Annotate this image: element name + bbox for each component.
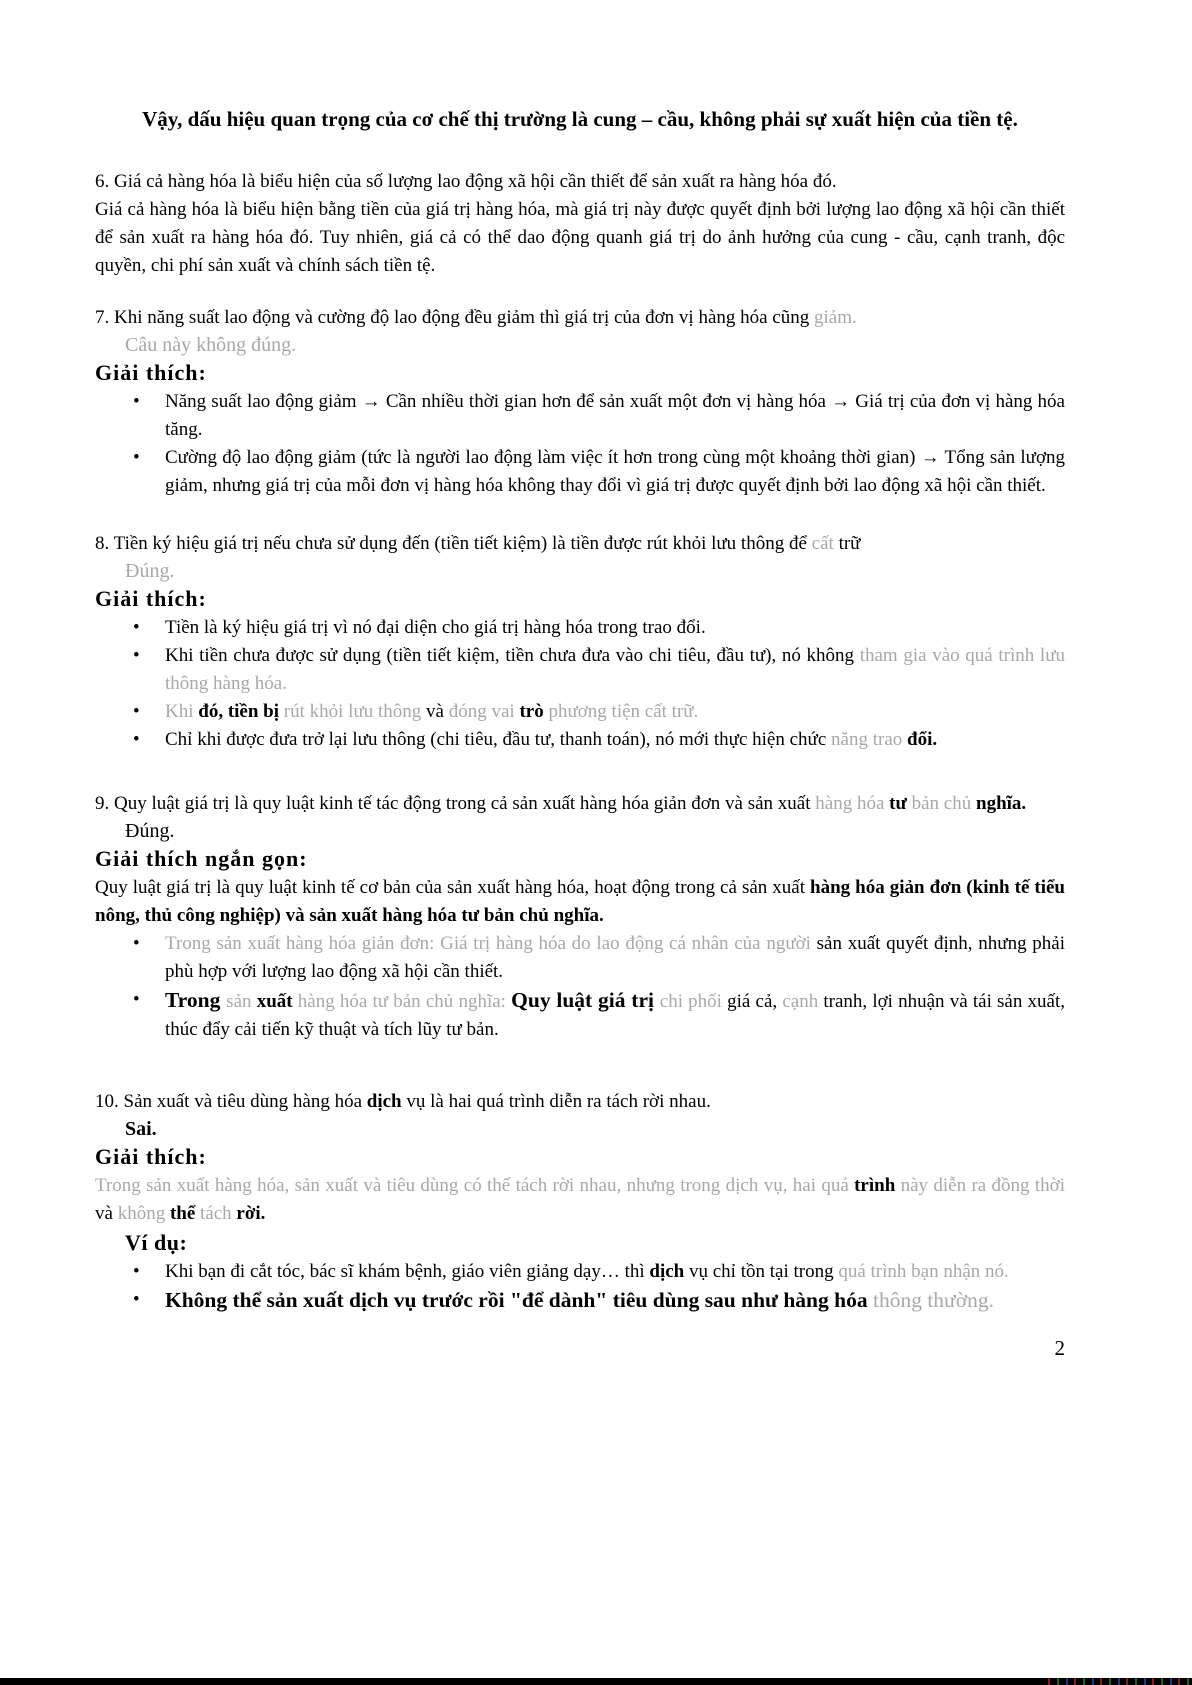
text-segment: phương tiện cất trữ. <box>548 701 699 722</box>
question-9-statement <box>95 790 1065 818</box>
text-segment: 8. Tiền ký hiệu giá trị nếu chưa sử dụng đến (tiền tiết kiệm) là tiền được rút khỏi lưu thông để <box>95 533 812 554</box>
text-segment: hàng hóa giản đơn (kinh tế tiểu nông, thủ công nghiệp) và sản xuất hàng hóa tư bản chủ nghĩa. <box>95 877 1066 926</box>
text-segment: trữ <box>838 533 861 554</box>
text-segment: rút khỏi lưu thông <box>283 701 427 722</box>
text-segment: dịch <box>366 1091 402 1112</box>
text-segment: trình <box>854 1175 901 1196</box>
text-segment: Chỉ khi được đưa trở lại lưu thông (chi tiêu, đầu tư, thanh toán), nó mới thực hiện chức <box>165 729 832 750</box>
document-page <box>95 0 1065 1362</box>
text-segment: đó, tiền bị <box>198 701 284 722</box>
question-6-statement <box>95 168 1065 196</box>
text-segment: rời. <box>236 1203 266 1224</box>
question-10-block <box>95 1088 1065 1316</box>
footer-scan-noise <box>1042 1678 1192 1685</box>
text-segment: hàng hóa <box>815 793 890 814</box>
question-8-bullet-4 <box>95 726 1065 754</box>
text-segment: tham gia vào quá trình lưu thông hàng hóa. <box>165 645 1066 694</box>
text-segment: Không thể sản xuất dịch vụ trước rồi "để dành" tiêu dùng sau như hàng hóa <box>165 1288 873 1312</box>
question-10-answer: Sai. <box>125 1118 157 1140</box>
question-10-bullet-1 <box>95 1258 1065 1286</box>
question-9-explanation <box>95 874 1065 930</box>
text-segment: dịch <box>649 1261 685 1282</box>
text-segment: 7. Khi năng suất lao động và cường độ lao động đều giảm thì giá trị của đơn vị hàng hóa cũng <box>95 307 814 328</box>
text-segment: sản <box>226 991 257 1012</box>
text-segment: xuất <box>256 991 298 1012</box>
text-segment: cạnh <box>782 991 824 1012</box>
question-10-explanation <box>95 1172 1065 1228</box>
question-9-answer: Đúng. <box>125 820 175 842</box>
text-segment: Khi tiền chưa được sử dụng (tiền tiết kiệm, tiền chưa đưa vào chi tiêu, đầu tư), nó không <box>165 645 860 666</box>
text-segment: vụ chỉ tồn tại trong <box>684 1261 839 1282</box>
text-segment: 6. Giá cả hàng hóa là biểu hiện của số lượng lao động xã hội cần thiết để sản xuất ra hàng hóa đó. <box>95 171 837 192</box>
document-title: Vậy, dấu hiệu quan trọng của cơ chế thị trường là cung – cầu, không phải sự xuất hiện của tiền tệ. <box>142 107 1018 131</box>
text-segment: Khi <box>165 701 199 722</box>
question-7-answer: Câu này không đúng. <box>125 334 297 356</box>
question-7-explanation-heading: Giải thích: <box>95 360 207 385</box>
text-segment: này diễn ra đồng thời <box>900 1175 1065 1196</box>
text-segment: giảm. <box>814 307 857 328</box>
text-segment: vụ là hai quá trình diễn ra tách rời nhau. <box>401 1091 711 1112</box>
footer-scan-bar <box>0 1678 1192 1685</box>
text-segment: tư <box>889 793 912 814</box>
question-8-answer: Đúng. <box>125 560 175 582</box>
question-9-bullet-1 <box>95 930 1065 986</box>
question-8-statement <box>95 530 1065 558</box>
text-segment: nghĩa. <box>976 793 1027 814</box>
text-segment: Quy luật giá trị là quy luật kinh tế cơ bản của sản xuất hàng hóa, hoạt động trong cả sản xuất <box>95 877 811 898</box>
question-8-bullet-2 <box>95 642 1065 698</box>
text-segment: Trong sản xuất hàng hóa giản đơn: Giá trị hàng hóa do lao động cá nhân của người <box>165 933 817 954</box>
question-7-bullet-2 <box>95 444 1065 500</box>
text-segment: 9. Quy luật giá trị là quy luật kinh tế tác động trong cả sản xuất hàng hóa giản đơn và sản xuất <box>95 793 816 814</box>
question-8-explanation-heading: Giải thích: <box>95 586 207 611</box>
text-segment: Giá cả hàng hóa là biểu hiện bằng tiền của giá trị hàng hóa, mà giá trị này được quyết định bởi lượng lao động xã hội cần thiết để sản xuất ra hàng hóa đó. Tuy nhiên, giá cả có thể dao động quanh giá trị do ảnh hưởng của cung - cầu, cạnh tranh, độc quyền, chi phí sản xuất và chính sách tiền tệ. <box>95 199 1065 276</box>
text-segment: Năng suất lao động giảm → Cần nhiều thời gian hơn để sản xuất một đơn vị hàng hóa → Giá trị của đơn vị hàng hóa tăng. <box>165 391 1065 440</box>
question-6-block <box>95 168 1065 280</box>
text-segment: Trong sản xuất hàng hóa, sản xuất và tiêu dùng có thể tách rời nhau, nhưng trong dịch vụ, hai quá <box>95 1175 855 1196</box>
text-segment: chi phối <box>659 991 728 1012</box>
text-segment: 10. Sản xuất và tiêu dùng hàng hóa <box>95 1091 367 1112</box>
text-segment: cất <box>811 533 839 554</box>
page-number: 2 <box>1054 1336 1065 1360</box>
text-segment: sản xuất quyết định, nhưng phải phù hợp với lượng lao động xã hội cần thiết. <box>165 933 1065 982</box>
text-segment: không <box>117 1203 170 1224</box>
text-segment: tranh, lợi nhuận và tái sản xuất, thúc đẩy cải tiến kỹ thuật và tích lũy tư bản. <box>165 991 1065 1040</box>
question-8-bullet-1 <box>95 614 1065 642</box>
question-8-block <box>95 530 1065 754</box>
text-segment: Tiền là ký hiệu giá trị vì nó đại diện cho giá trị hàng hóa trong trao đổi. <box>165 617 706 638</box>
text-segment: đóng vai <box>448 701 520 722</box>
text-segment: tách <box>200 1203 237 1224</box>
text-segment: thông thường. <box>872 1288 994 1312</box>
text-segment: hàng hóa tư bản chủ nghĩa: <box>297 991 512 1012</box>
question-7-bullet-1 <box>95 388 1065 444</box>
text-segment: và <box>426 701 449 722</box>
question-10-explanation-heading: Giải thích: <box>95 1144 207 1169</box>
text-segment: Cường độ lao động giảm (tức là người lao động làm việc ít hơn trong cùng một khoảng thời gian) → Tổng sản lượng giảm, nhưng giá trị của mỗi đơn vị hàng hóa không thay đổi vì giá trị được quyết định bởi lao động xã hội cần thiết. <box>165 447 1065 496</box>
question-10-statement <box>95 1088 1065 1116</box>
question-10-example-heading: Ví dụ: <box>125 1230 188 1255</box>
question-7-block <box>95 304 1065 500</box>
question-9-bullet-2 <box>95 986 1065 1044</box>
text-segment: quá trình bạn nhận nó. <box>838 1261 1009 1282</box>
question-7-statement <box>95 304 1065 332</box>
question-9-explanation-heading: Giải thích ngắn gọn: <box>95 846 308 871</box>
question-8-bullet-3 <box>95 698 1065 726</box>
text-segment: năng trao <box>831 729 908 750</box>
text-segment: đổi. <box>907 729 938 750</box>
text-segment: thể <box>169 1203 201 1224</box>
text-segment: trò <box>519 701 549 722</box>
question-9-block <box>95 790 1065 1044</box>
question-6-explanation <box>95 196 1065 280</box>
question-10-bullet-2 <box>95 1286 1065 1316</box>
text-segment: và <box>95 1203 118 1224</box>
text-segment: Khi bạn đi cắt tóc, bác sĩ khám bệnh, giáo viên giảng dạy… thì <box>165 1261 650 1282</box>
text-segment: Trong <box>165 988 227 1012</box>
text-segment: giá cả, <box>727 991 783 1012</box>
text-segment: Quy luật giá trị <box>511 988 660 1012</box>
text-segment: bản chủ <box>911 793 976 814</box>
